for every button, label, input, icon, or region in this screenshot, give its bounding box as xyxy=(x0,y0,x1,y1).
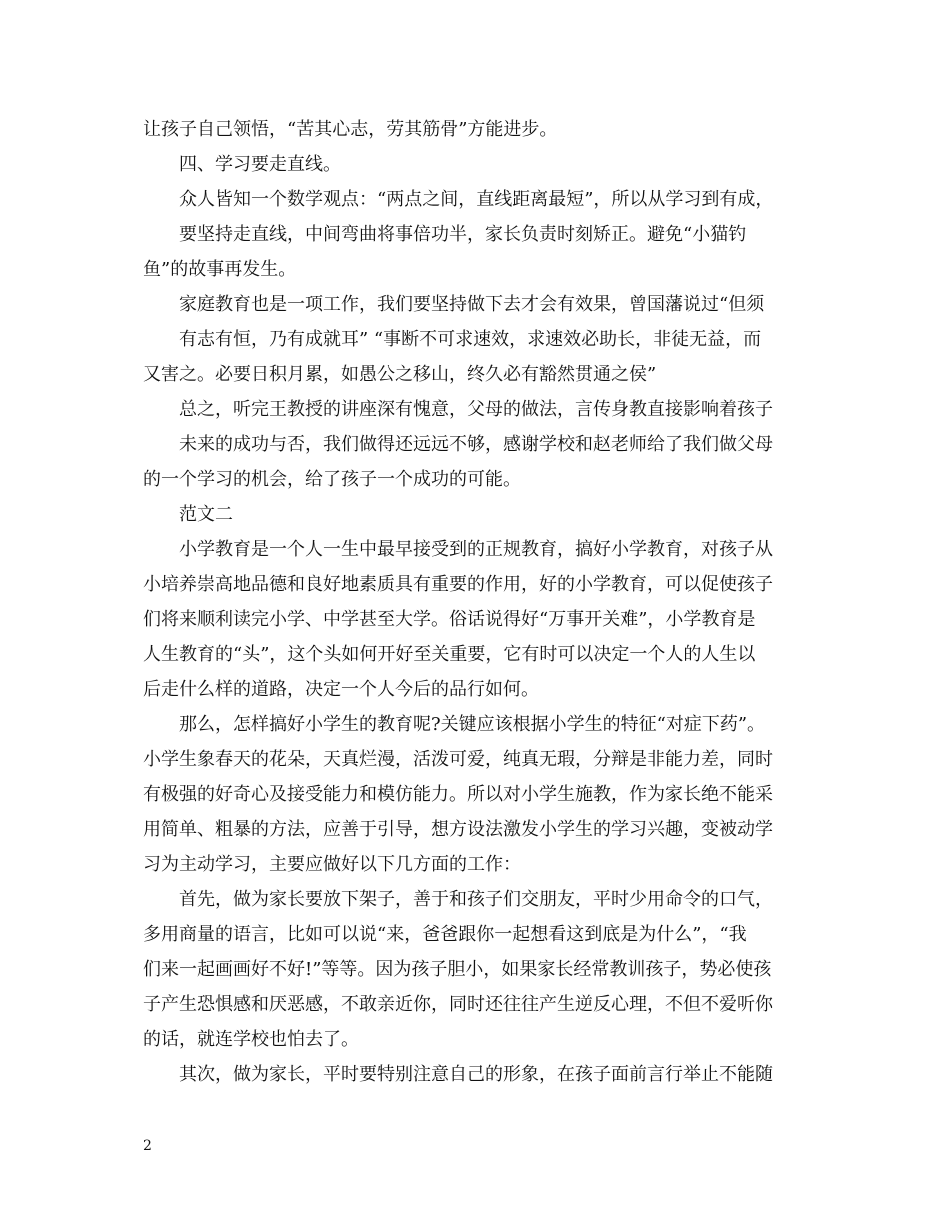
text-line: 用简单、粗暴的方法，应善于引导，想方设法激发小学生的学习兴趣，变被动学 xyxy=(143,819,773,840)
text-line: 们将来顺利读完小学、中学甚至大学。俗话说得好“万事开关难”，小学教育是 xyxy=(143,609,756,630)
text-line: 们来一起画画好不好!”等等。因为孩子胆小，如果家长经常教训孩子，势必使孩 xyxy=(143,959,772,980)
text-line: 的一个学习的机会，给了孩子一个成功的可能。 xyxy=(143,469,521,490)
text-line: 子产生恐惧感和厌恶感，不敢亲近你，同时还往往产生逆反心理，不但不爱听你 xyxy=(143,994,773,1015)
text-line: 后走什么样的道路，决定一个人今后的品行如何。 xyxy=(143,679,539,700)
text-line: 让孩子自己领悟，“苦其心志，劳其筋骨”方能进步。 xyxy=(143,119,558,140)
heading-line: 四、学习要走直线。 xyxy=(179,154,341,175)
text-line: 多用商量的语言，比如可以说“来，爸爸跟你一起想看这到底是为什么”，“我 xyxy=(143,924,747,945)
text-line: 又害之。必要日积月累，如愚公之移山，终久必有豁然贯通之侯” xyxy=(143,364,657,385)
text-line: 总之，听完王教授的讲座深有愧意，父母的做法，言传身教直接影响着孩子 xyxy=(179,399,773,420)
text-line: 的话，就连学校也怕去了。 xyxy=(143,1029,359,1050)
text-line: 小学教育是一个人一生中最早接受到的正规教育，搞好小学教育，对孩子从 xyxy=(179,539,773,560)
text-line: 有极强的好奇心及接受能力和模仿能力。所以对小学生施教，作为家长绝不能采 xyxy=(143,784,773,805)
section-heading: 范文二 xyxy=(179,504,233,525)
page-number: 2 xyxy=(143,1138,152,1154)
text-line: 那么，怎样搞好小学生的教育呢?关键应该根据小学生的特征“对症下药”。 xyxy=(179,714,766,735)
text-line: 小学生象春天的花朵，天真烂漫，活泼可爱，纯真无瑕，分辩是非能力差，同时 xyxy=(143,749,773,770)
text-line: 首先，做为家长要放下架子，善于和孩子们交朋友，平时少用命令的口气， xyxy=(179,889,773,910)
text-line: 家庭教育也是一项工作，我们要坚持做下去才会有效果，曾国藩说过“但须 xyxy=(179,294,765,315)
text-line: 人生教育的“头”，这个头如何开好至关重要，它有时可以决定一个人的人生以 xyxy=(143,644,756,665)
text-line: 有志有恒，乃有成就耳” “事断不可求速效，求速效必助长，非徒无益，而 xyxy=(179,329,762,350)
text-line: 众人皆知一个数学观点：“两点之间，直线距离最短”，所以从学习到有成， xyxy=(179,189,774,210)
text-line: 习为主动学习，主要应做好以下几方面的工作： xyxy=(143,854,521,875)
text-line: 未来的成功与否，我们做得还远远不够，感谢学校和赵老师给了我们做父母 xyxy=(179,434,773,455)
text-line: 小培养崇高地品德和良好地素质具有重要的作用，好的小学教育，可以促使孩子 xyxy=(143,574,773,595)
text-line: 要坚持走直线，中间弯曲将事倍功半，家长负责时刻矫正。避免“小猫钓 xyxy=(179,224,747,245)
text-line: 其次，做为家长，平时要特别注意自己的形象，在孩子面前言行举止不能随 xyxy=(179,1064,773,1085)
text-line: 鱼”的故事再发生。 xyxy=(143,259,297,280)
